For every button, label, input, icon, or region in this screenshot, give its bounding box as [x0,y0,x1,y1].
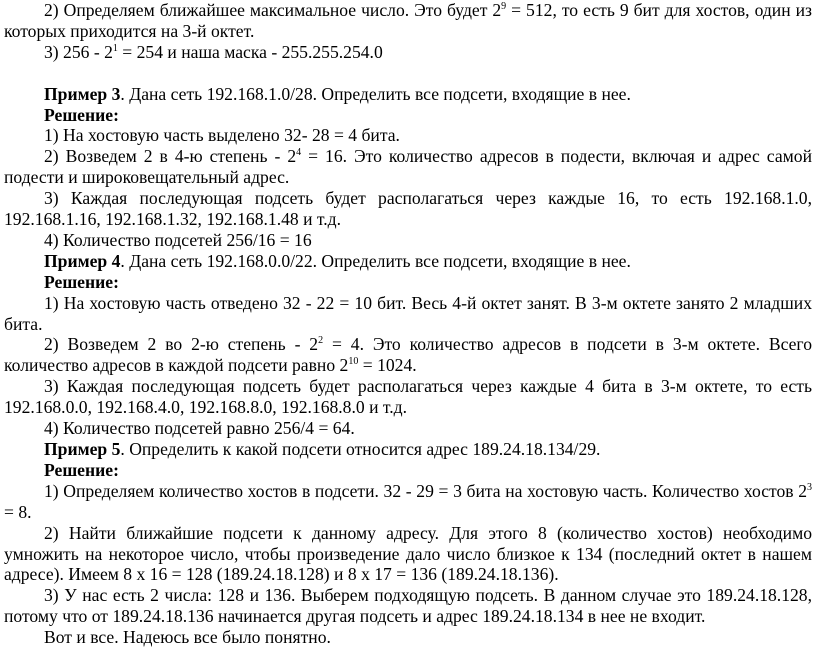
paragraph-p10 [4,272,812,293]
paragraph-p17 [4,481,812,523]
paragraph-p6 [4,146,812,188]
paragraph-text: 2) Определяем ближайшее максимальное число. Это будет 2 [44,0,502,20]
paragraph-text: 3) У нас есть 2 числа: 128 и 136. Выберем подходящую подсеть. В данном случае это 189.24.18.128, потому что от 189.24.18.136 начинается другая подсеть и адрес 189.24.18.134 в нее не входит. [4,585,812,627]
paragraph-text: 3) Каждая последующая подсеть будет располагаться через каждые 4 бита в 3-м октете, то есть 192.168.0.0, 192.168.4.0, 192.168.8.0, 192.168.8.0 и т.д. [4,376,812,418]
paragraph-p14 [4,418,812,439]
bold-heading-text: Пример 3 [44,83,121,104]
paragraph-text: 2) Возведем 2 во 2-ю степень - 2 [44,334,319,355]
paragraph-p7 [4,188,812,230]
paragraph-text: 4) Количество подсетей равно 256/4 = 64. [44,418,355,439]
paragraph-p2 [4,42,812,63]
paragraph-p9 [4,251,812,272]
paragraph-text: 2) Найти ближайшие подсети к данному адресу. Для этого 8 (количество хостов) необходимо умножить на некоторое число, чтобы произведение дало число близкое к 134 (последний октет в нашем адресе). Имеем 8 х 16 = 128 (189.24.18.128) и 8 х 17 = 136 (189.24.18.136). [4,522,812,585]
paragraph-text: = 512, то есть 9 бит для хостов, один из которых приходится на 3-й октет. [4,0,812,41]
blank-line [4,63,812,84]
bold-heading-text: Решение: [44,271,119,292]
bold-heading-text: Решение: [44,459,119,480]
bold-heading-text: Пример 5 [44,439,121,460]
paragraph-text: = 16. Это количество адресов в подести, включая и адрес самой подести и широковещательный адрес. [4,146,812,188]
paragraph-text: = 4. Это количество адресов в подсети в 3-м октете. Всего количество адресов в каждой подсети равно 2 [4,334,812,376]
paragraph-text: 1) Определяем количество хостов в подсети. 32 - 29 = 3 бита на хостовую часть. Количество хостов 2 [44,480,807,501]
paragraph-p8 [4,230,812,251]
paragraph-text: 2) Возведем 2 в 4-ю степень - 2 [44,146,297,167]
paragraph-text: . Дана сеть 192.168.1.0/28. Определить все подсети, входящие в нее. [120,83,631,104]
paragraph-p13 [4,376,812,418]
paragraph-text: 1) На хостовую часть отведено 32 - 22 = 10 бит. Весь 4-й октет занят. В 3-м октете занято 2 младших бита. [4,292,812,334]
paragraph-p15 [4,439,812,460]
paragraph-p16 [4,460,812,481]
paragraph-text: Вот и все. Надеюсь все было понятно. [44,627,331,648]
paragraph-text: = 8. [4,501,32,522]
paragraph-p20 [4,627,812,648]
paragraph-p4 [4,105,812,126]
superscript-exponent: 1 [112,42,118,54]
paragraph-text: . Дана сеть 192.168.0.0/22. Определить все подсети, входящие в нее. [120,250,631,271]
bold-heading-text: Решение: [44,104,119,125]
paragraph-text: = 254 и наша маска - 255.255.254.0 [117,41,383,62]
paragraph-p19 [4,585,812,627]
paragraph-text: 3) Каждая последующая подсеть будет располагаться через каждые 16, то есть 192.168.1.0, 192.168.1.16, 192.168.1.32, 192.168.1.48 и т.д. [4,188,812,230]
superscript-exponent: 4 [296,147,302,159]
paragraph-p1 [4,0,812,42]
superscript-exponent: 2 [318,335,324,347]
paragraph-text: 3) 256 - 2 [44,41,113,62]
paragraph-text: 4) Количество подсетей 256/16 = 16 [44,229,312,250]
paragraph-p5 [4,125,812,146]
paragraph-text: 1) На хостовую часть выделено 32- 28 = 4 бита. [44,125,400,146]
superscript-exponent: 9 [501,1,507,12]
superscript-exponent: 3 [807,481,812,493]
paragraph-p11 [4,293,812,335]
paragraph-text: . Определить к какой подсети относится адрес 189.24.18.134/29. [120,439,601,460]
superscript-exponent: 10 [348,356,359,368]
paragraph-p12 [4,334,812,376]
paragraph-p18 [4,523,812,586]
paragraph-text: = 1024. [358,355,417,376]
paragraph-p3 [4,84,812,105]
bold-heading-text: Пример 4 [44,250,121,271]
